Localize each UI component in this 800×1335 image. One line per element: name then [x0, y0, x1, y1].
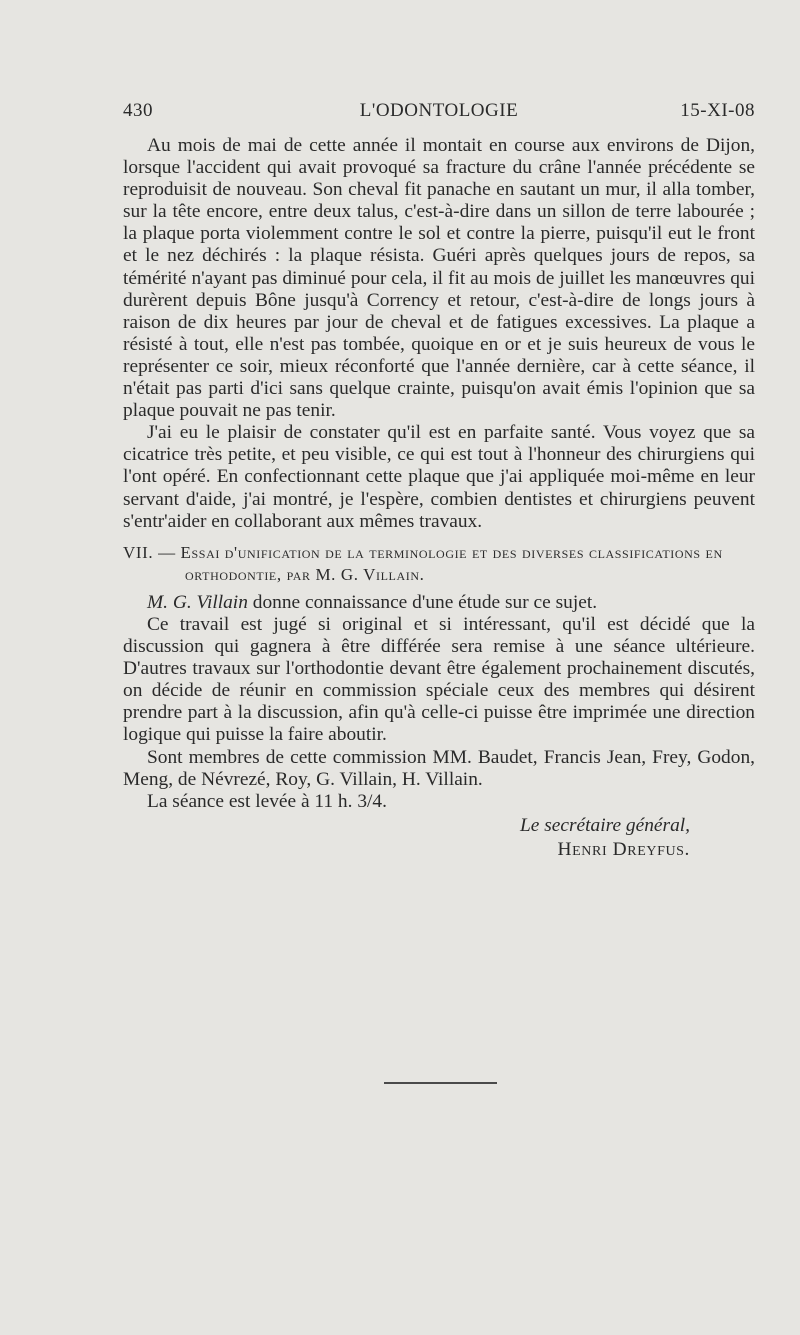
paragraph-closing: La séance est levée à 11 h. 3/4.: [147, 790, 387, 812]
body-text: [123, 135, 755, 861]
signature-name-line: [123, 839, 755, 861]
paragraph-accident: Au mois de mai de cette année il montait en course aux environs de Dijon, lorsque l'accident qui avait provoqué sa fracture du crâne l'année précédente se reproduisit de nouveau. Son cheval fit panache en sautant un mur, il alla tomber, sur la tête encore, entre deux talus, c'est-à-dire dans un sillon de terre labourée ; la plaque porta violemment contre le sol et contre la pierre, puisqu'il eut le front et le nez déchirés : la plaque résista. Guéri après quelques jours de repos, sa témérité n'ayant pas diminué pour cela, il fit au mois de juillet les manœuvres qui durèrent depuis Bône jusqu'à Corrency et retour, c'est-à-dire de longs jours à raison de dix heures par jour de cheval et de fatigues excessives. La plaque a résisté à tout, elle n'est pas tombée, quoique en or et je suis heureux de vous le représenter ce soir, mieux réconforté que l'année dernière, car à cette séance, il n'était pas parti d'ici sans quelque crainte, puisqu'on avait émis l'opinion que sa plaque pouvait ne pas tenir.: [123, 135, 755, 422]
running-head: [123, 100, 755, 128]
page-number: 430: [123, 100, 153, 121]
signature-title-line: [123, 815, 755, 837]
signature-title: Le secrétaire général,: [520, 814, 690, 836]
issue-date: 15-XI-08: [680, 100, 755, 121]
section-heading: [123, 542, 755, 586]
paragraph-health: J'ai eu le plaisir de constater qu'il est en parfaite santé. Vous voyez que sa cicatrice très petite, et peu visible, ce qui est tout à l'honneur des chirurgiens qui l'ont opéré. En confectionnant cette plaque que j'ai appliquée moi-même en leur servant d'aide, j'ai montré, je l'espère, combien dentistes et chirurgiens peuvent s'entr'aider en collaborant aux mêmes travaux.: [123, 422, 755, 532]
paragraph-commission-decision: Ce travail est jugé si original et si intéressant, qu'il est décidé que la discussion qui gagnera à être différée sera remise à une séance ultérieure. D'autres travaux sur l'orthodontie devant être également prochainement discutés, on décide de réunir en commission spéciale ceux des membres qui désirent prendre part à la discussion, afin qu'à celle-ci puisse être imprimée une direction logique qui puisse la faire aboutir.: [123, 613, 755, 746]
section-heading-text: VII. — Essai d'unification de la terminologie et des diverses classifications en orthodontie, par M. G. Villain.: [123, 542, 723, 584]
end-rule: [384, 1082, 497, 1084]
paragraph-commission-members: Sont membres de cette commission MM. Baudet, Francis Jean, Frey, Godon, Meng, de Névrezé, Roy, G. Villain, H. Villain.: [123, 746, 755, 790]
signature-name: Henri Dreyfus.: [557, 838, 690, 860]
journal-title: L'ODONTOLOGIE: [359, 100, 519, 121]
paragraph-villain-text: donne connaissance d'une étude sur ce sujet.: [247, 591, 598, 613]
paragraph-villain: [123, 592, 755, 614]
speaker-name: M. G. Villain: [147, 591, 248, 613]
